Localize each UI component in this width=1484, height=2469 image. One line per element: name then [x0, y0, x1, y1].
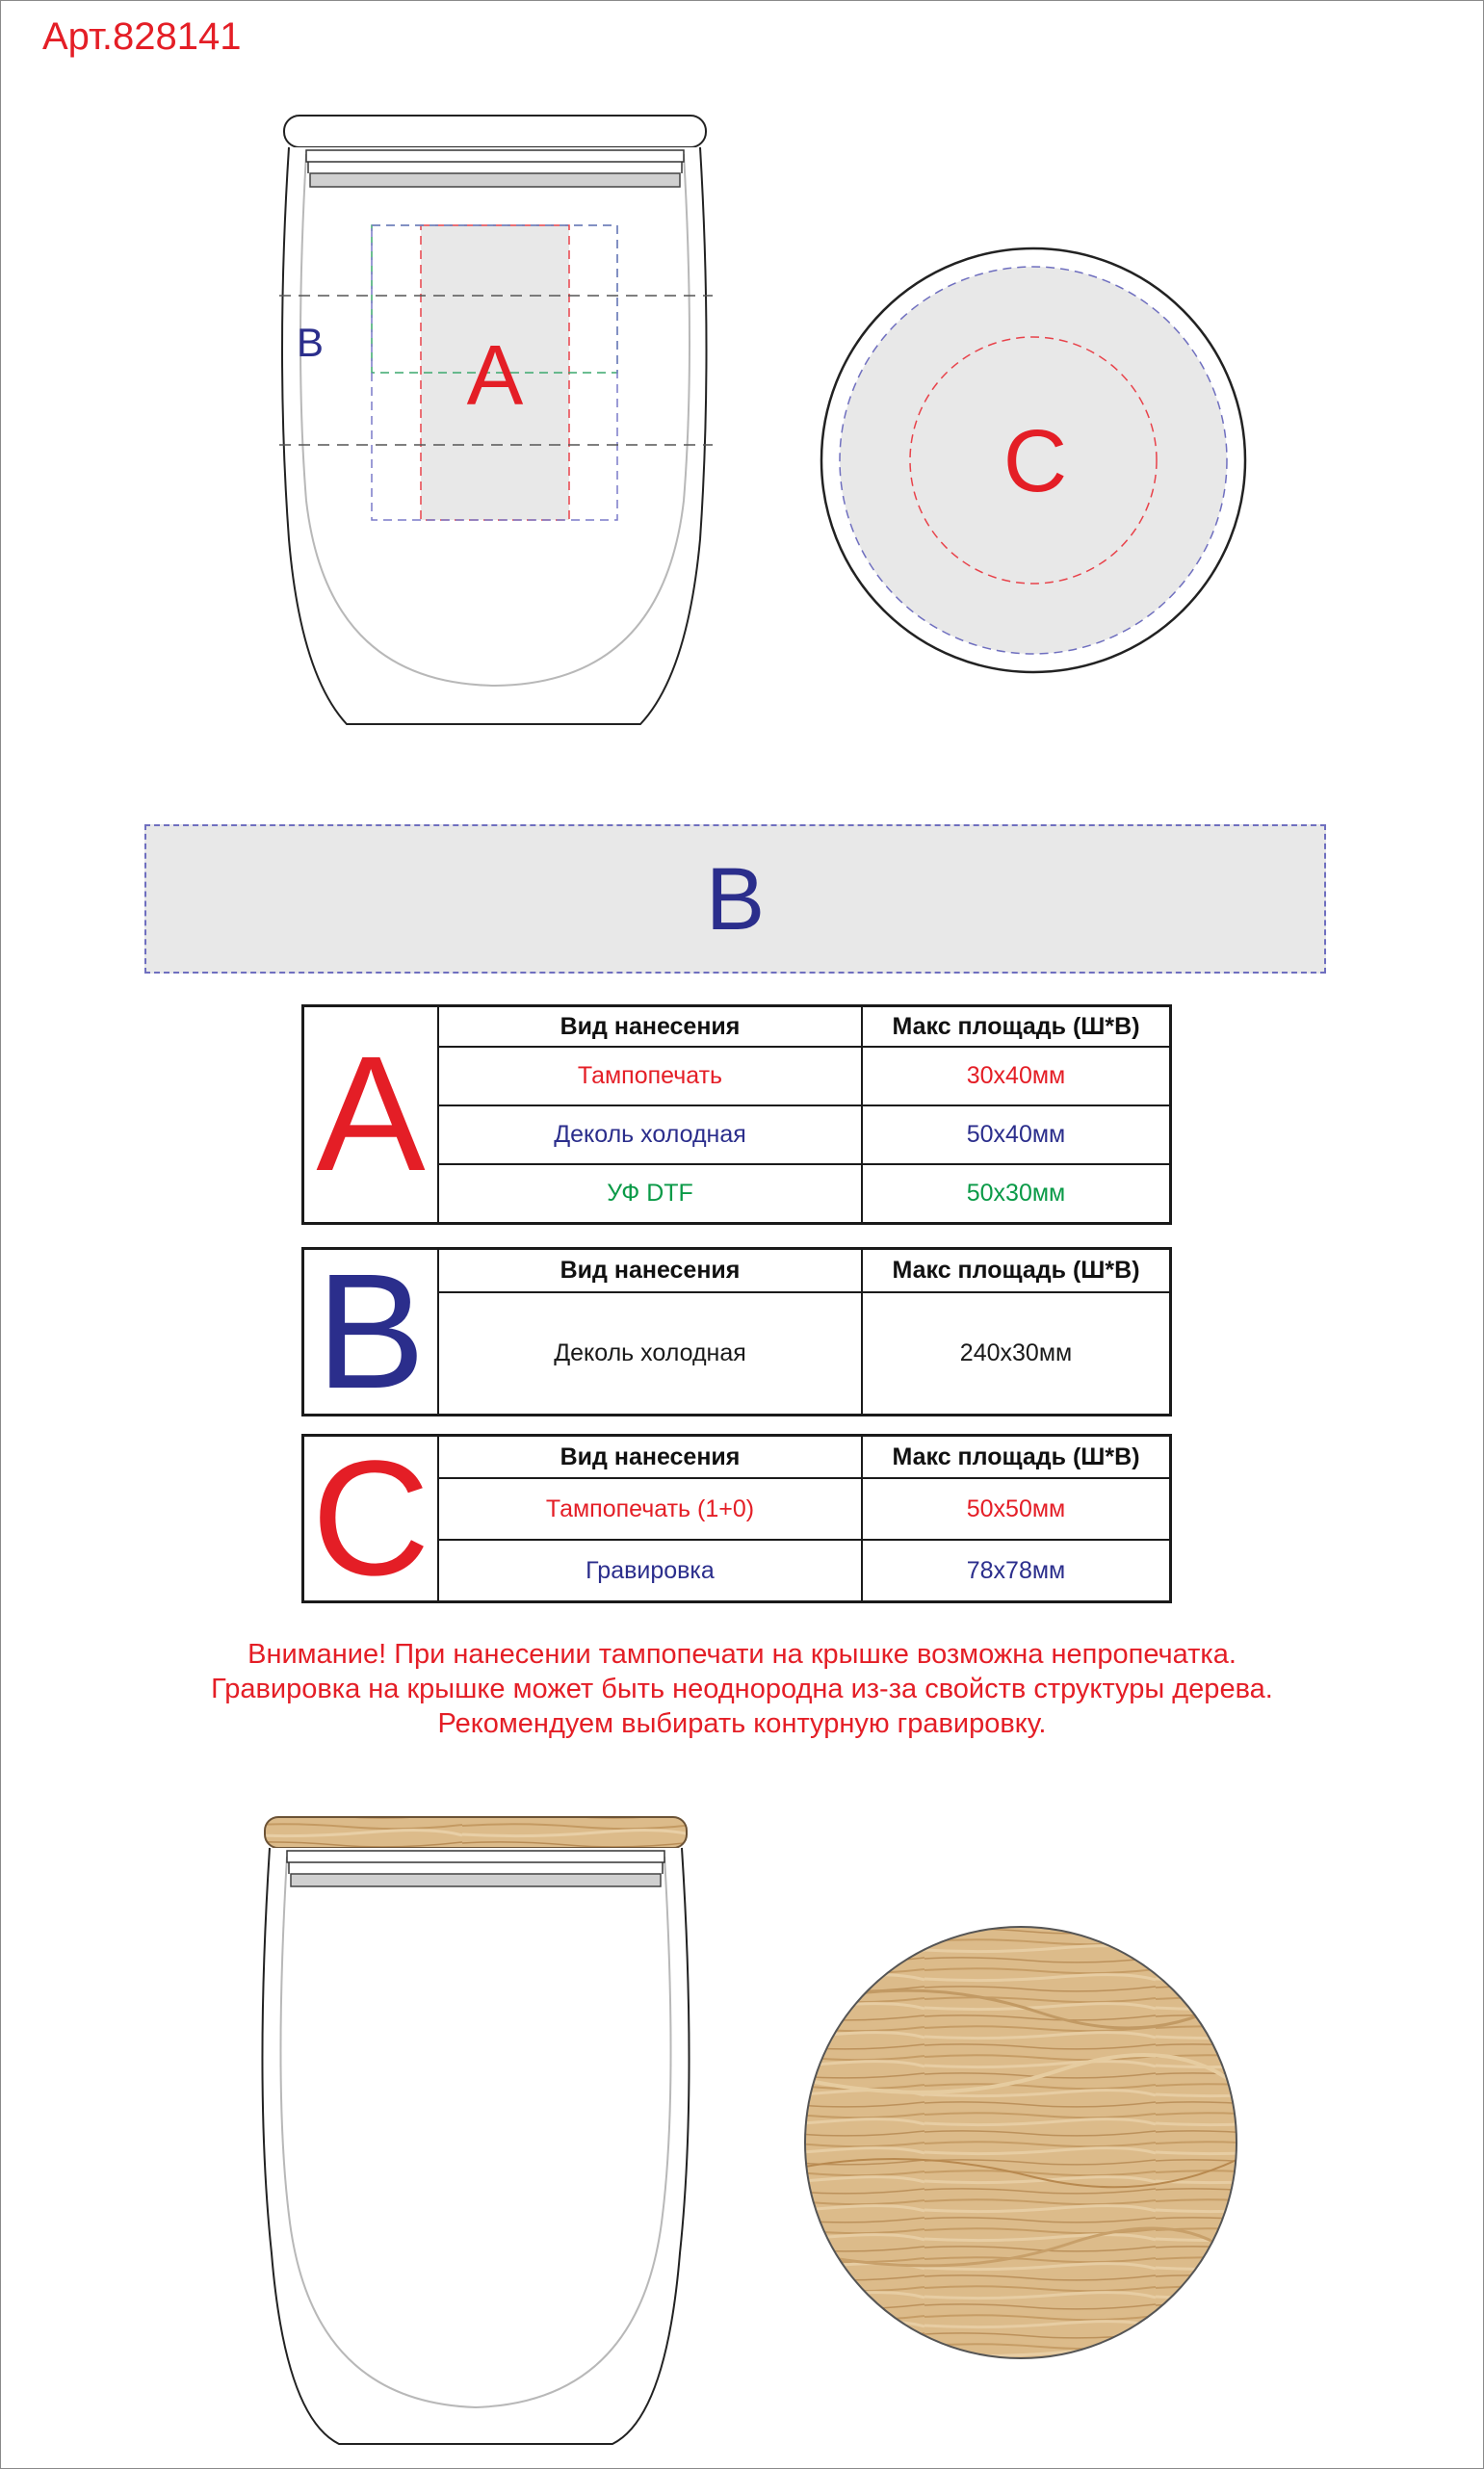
- table-a-letter: A: [303, 1006, 439, 1224]
- table-b-letter: B: [303, 1249, 439, 1416]
- table-c-row2-size: 78х78мм: [862, 1540, 1171, 1601]
- spec-table-b: [301, 1240, 1172, 1423]
- table-a-row1-type: Тампопечать: [438, 1047, 862, 1105]
- notice-line: Внимание! При нанесении тампопечати на крышке возможна непропечатка.: [247, 1639, 1237, 1670]
- table-a-row3-size: 50х30мм: [862, 1164, 1171, 1223]
- zone-a-label: A: [466, 327, 524, 423]
- notice-line: Гравировка на крышке может быть неоднородна из-за свойств структуры дерева.: [211, 1674, 1273, 1704]
- zone-b-band-label: B: [705, 849, 766, 949]
- warning-notice: [0, 1637, 1484, 1741]
- table-c-header-size: Макс площадь (Ш*В): [862, 1436, 1171, 1479]
- spec-table-a: [301, 1004, 1172, 1225]
- notice-line: Рекомендуем выбирать контурную гравировку.: [437, 1708, 1047, 1739]
- table-b-row1-type: Деколь холодная: [438, 1292, 862, 1416]
- wooden-lid-photo: [799, 1921, 1242, 2364]
- table-b-header-type: Вид нанесения: [438, 1249, 862, 1292]
- table-a-row3-type: УФ DTF: [438, 1164, 862, 1223]
- table-a-row2-type: Деколь холодная: [438, 1105, 862, 1164]
- zone-b-band: [144, 824, 1326, 974]
- table-a-header-size: Макс площадь (Ш*В): [862, 1006, 1171, 1048]
- spec-table-c: [301, 1427, 1172, 1610]
- table-c-row1-size: 50х50мм: [862, 1478, 1171, 1540]
- table-c-row2-type: Гравировка: [438, 1540, 862, 1601]
- zone-b-label: B: [296, 320, 325, 365]
- article-number: Арт.828141: [42, 15, 242, 58]
- table-b-row1-size: 240х30мм: [862, 1292, 1171, 1416]
- table-c-letter: C: [303, 1436, 439, 1602]
- zone-c-label: C: [1002, 412, 1068, 510]
- table-b-header-size: Макс площадь (Ш*В): [862, 1249, 1171, 1292]
- table-a-header-type: Вид нанесения: [438, 1006, 862, 1048]
- table-c-row1-type: Тампопечать (1+0): [438, 1478, 862, 1540]
- table-a-row2-size: 50х40мм: [862, 1105, 1171, 1164]
- table-c-header-type: Вид нанесения: [438, 1436, 862, 1479]
- cup-photo-bottom: [262, 1817, 689, 2444]
- table-a-row1-size: 30х40мм: [862, 1047, 1171, 1105]
